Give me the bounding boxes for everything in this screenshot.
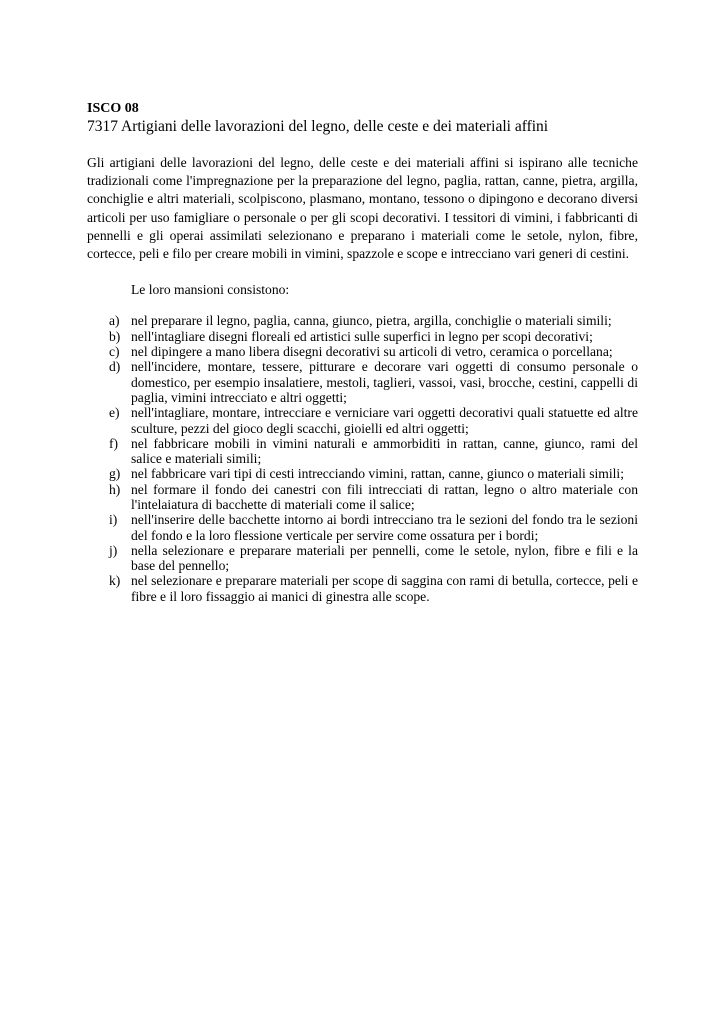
list-item-letter: k) xyxy=(109,573,121,589)
document-code: ISCO 08 xyxy=(87,101,139,116)
list-item-letter: d) xyxy=(109,359,121,375)
document-page xyxy=(87,100,638,604)
list-item xyxy=(87,573,638,604)
list-item-letter: a) xyxy=(109,313,120,329)
list-item xyxy=(87,436,638,467)
list-item-letter: g) xyxy=(109,466,121,482)
list-item-letter: f) xyxy=(109,435,119,451)
intro-paragraph: Gli artigiani delle lavorazioni del legno, delle ceste e dei materiali affini si ispirano alle tecniche tradizionali come l'impregnazione per la preparazione del legno, paglia, rattan, canne, pietra, argilla, conchiglie e altri materiali, scolpiscono, plasmano, montano, tessono o dipingono e decorano diversi articoli per uso famigliare o personale o per gli scopi decorativi. I tessitori di vimini, i fabbricanti di pennelli e gli operai assimilati selezionano e preparano i materiali come le setole, nylon, fibre, cortecce, peli e filo per creare mobili in vimini, spazzole e scope e intrecciano vari generi di cestini. xyxy=(87,155,638,262)
list-item-text: nel preparare il legno, paglia, canna, giunco, pietra, argilla, conchiglie o materiali simili; xyxy=(131,313,612,329)
list-item-text: nell'inserire delle bacchette intorno ai bordi intrecciano tra le sezioni del fondo tra le sezioni del fondo e la loro flessione verticale per servire come ossatura per i bordi; xyxy=(131,512,638,543)
list-item-text: nell'intagliare disegni floreali ed artistici sulle superfici in legno per scopi decorativi; xyxy=(131,328,593,344)
list-item xyxy=(87,359,638,405)
list-item xyxy=(87,329,638,344)
list-item-text: nella selezionare e preparare materiali per pennelli, come le setole, nylon, fibre e fili e la base del pennello; xyxy=(131,542,638,574)
list-item-letter: j) xyxy=(109,542,118,558)
list-item xyxy=(87,543,638,574)
tasks-intro: Le loro mansioni consistono: xyxy=(131,282,290,298)
list-item-text: nell'incidere, montare, tessere, pitturare e decorare vari oggetti di consumo personale o domestico, per esempio insalatiere, mestoli, taglieri, vassoi, vasi, brocche, cestini, cappelli di paglia, vimini intrecciato e altri oggetti; xyxy=(131,359,638,405)
tasks-list xyxy=(87,313,638,604)
list-item-text: nel fabbricare mobili in vimini naturali e ammorbiditi in rattan, canne, giunco, rami del salice e materiali simili; xyxy=(131,435,638,467)
list-item-text: nel dipingere a mano libera disegni decorativi su articoli di vetro, ceramica o porcellana; xyxy=(131,344,613,360)
list-item-letter: c) xyxy=(109,344,120,360)
list-item-text: nell'intagliare, montare, intrecciare e verniciare vari oggetti decorativi quali statuette ed altre sculture, pezzi del gioco degli scacchi, gioielli ed altri oggetti; xyxy=(131,405,638,436)
list-item xyxy=(87,466,638,481)
list-item-letter: h) xyxy=(109,481,121,497)
list-item xyxy=(87,344,638,359)
list-item-letter: b) xyxy=(109,328,121,344)
list-item xyxy=(87,405,638,436)
document-title: 7317 Artigiani delle lavorazioni del legno, delle ceste e dei materiali affini xyxy=(87,118,549,135)
list-item xyxy=(87,512,638,543)
list-item-text: nel formare il fondo dei canestri con fili intrecciati di rattan, legno o altro materiale con l'intelaiatura di bacchette di materiali come il salice; xyxy=(131,481,638,512)
list-item-text: nel selezionare e preparare materiali per scope di saggina con rami di betulla, cortecce, peli e fibre e il loro fissaggio ai manici di ginestra alle scope. xyxy=(131,573,638,604)
list-item-letter: i) xyxy=(109,512,118,528)
list-item-letter: e) xyxy=(109,405,120,421)
list-item xyxy=(87,482,638,513)
list-item-text: nel fabbricare vari tipi di cesti intrecciando vimini, rattan, canne, giunco o materiali simili; xyxy=(131,466,624,482)
list-item xyxy=(87,313,638,328)
